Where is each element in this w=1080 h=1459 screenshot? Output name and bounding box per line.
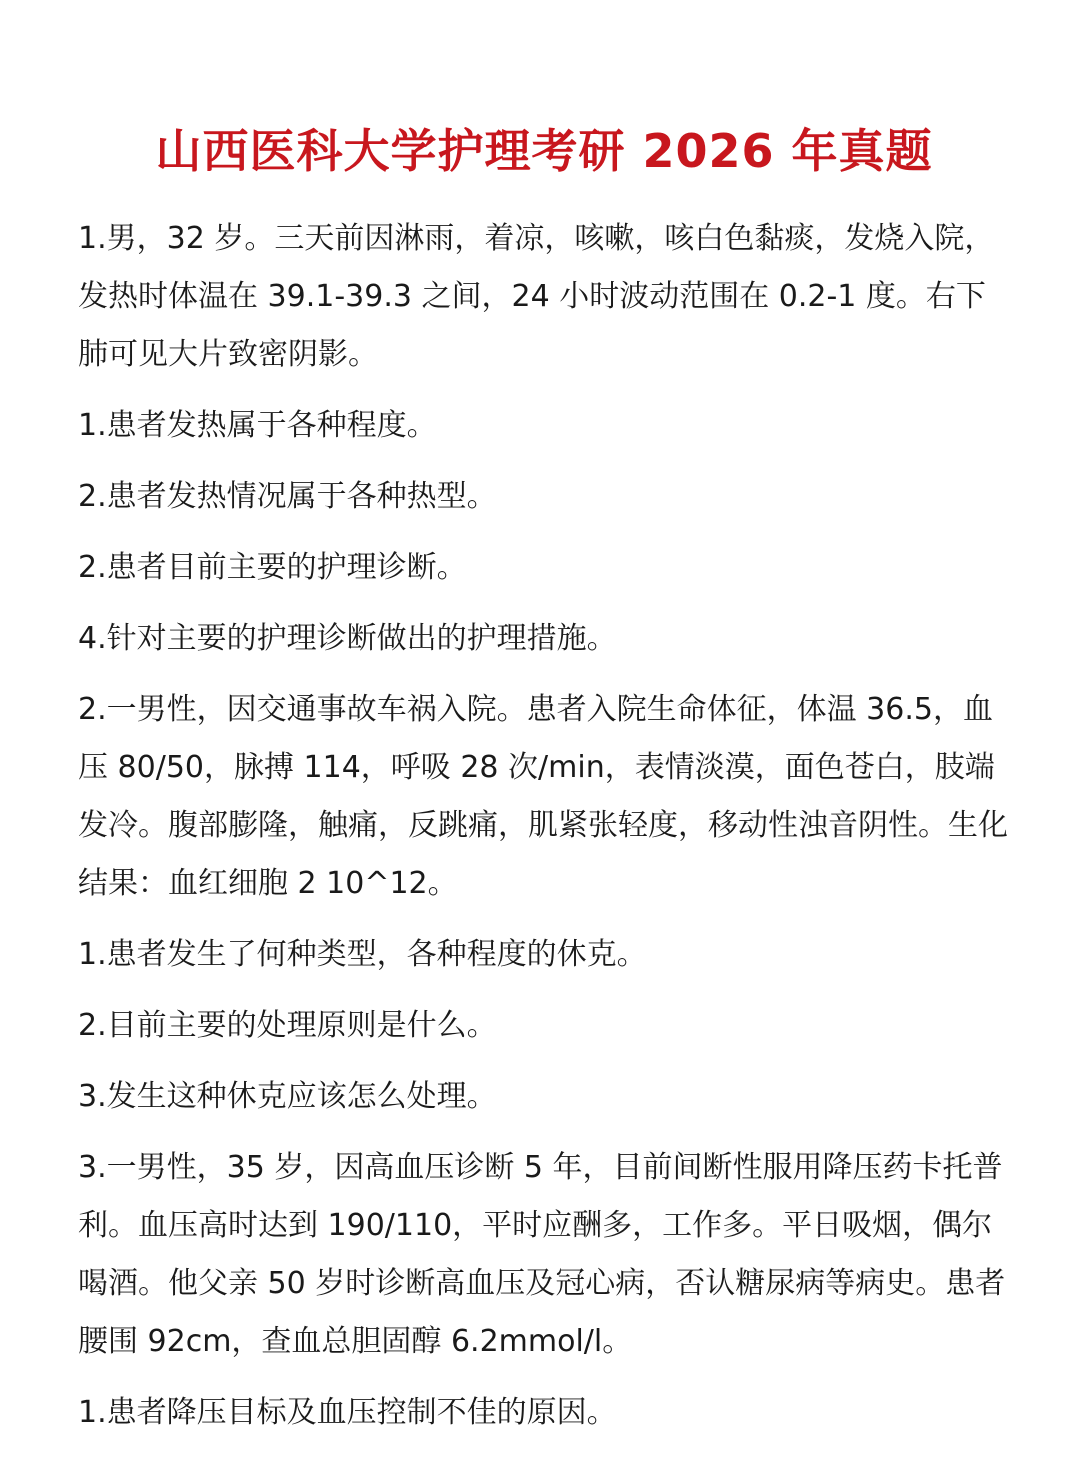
case-2-question-3: 3.发生这种休克应该怎么处理。: [78, 1079, 497, 1114]
document-content: [78, 210, 1010, 1442]
case-1-question-4: 4.针对主要的护理诊断做出的护理措施。: [78, 621, 617, 656]
case-2-description: 2.一男性，因交通事故车祸入院。患者入院生命体征，体温 36.5，血压 80/50，脉搏 114，呼吸 28 次/min，表情淡漠，面色苍白，肢端发冷。腹部膨隆，触痛，反跳痛，肌紧张轻度，移动性浊音阴性。生化结果：血红细胞 2 10^12。: [78, 692, 1008, 901]
case-3-question-1: 1.患者降压目标及血压控制不佳的原因。: [78, 1395, 617, 1430]
case-1-question-2: 2.患者发热情况属于各种热型。: [78, 479, 497, 514]
case-1-question-3: 2.患者目前主要的护理诊断。: [78, 550, 467, 585]
page-title: 山西医科大学护理考研 2026 年真题: [155, 124, 933, 178]
case-1-question-1: 1.患者发热属于各种程度。: [78, 408, 437, 443]
case-2-question-1: 1.患者发生了何种类型，各种程度的休克。: [78, 937, 647, 972]
case-3-description: 3.一男性，35 岁，因高血压诊断 5 年，目前间断性服用降压药卡托普利。血压高时达到 190/110，平时应酬多，工作多。平日吸烟，偶尔喝酒。他父亲 50 岁时诊断高血压及冠心病，否认糖尿病等病史。患者腰围 92cm，查血总胆固醇 6.2mmol/l。: [78, 1150, 1006, 1359]
case-1-description: 1.男，32 岁。三天前因淋雨，着凉，咳嗽，咳白色黏痰，发烧入院，发热时体温在 39.1-39.3 之间，24 小时波动范围在 0.2-1 度。右下肺可见大片致密阴影。: [78, 221, 995, 372]
case-2-question-2: 2.目前主要的处理原则是什么。: [78, 1008, 497, 1043]
